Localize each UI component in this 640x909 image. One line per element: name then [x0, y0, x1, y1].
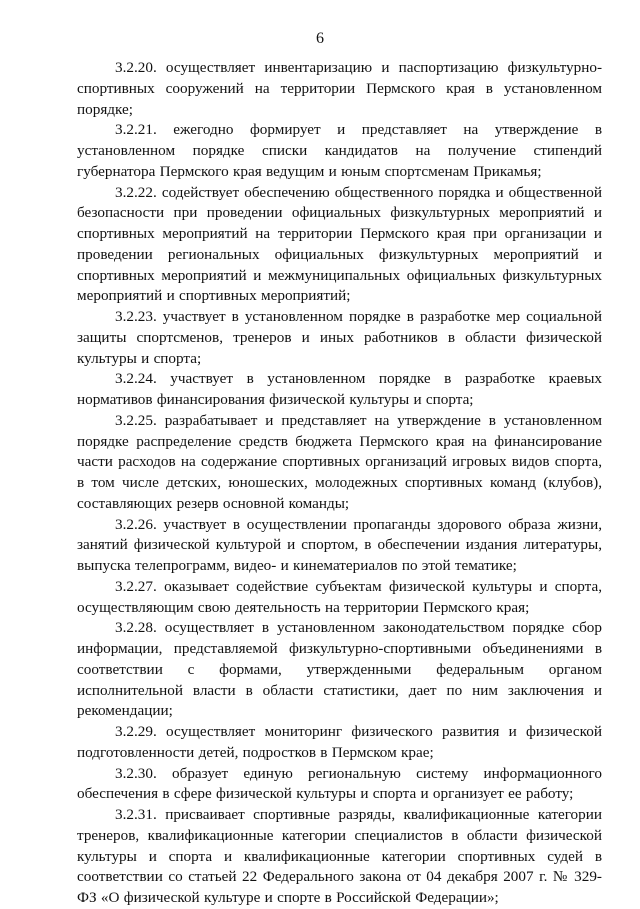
page-number: 6 — [316, 30, 324, 47]
clause-3-2-24: 3.2.24. участвует в установленном порядке в разработке краевых нормативов финансирования физической культуры и спорта; — [77, 370, 602, 408]
clause-3-2-23: 3.2.23. участвует в установленном порядке в разработке мер социальной защиты спортсменов, тренеров и иных работников в области физической культуры и спорта; — [77, 308, 602, 367]
clause-3-2-21: 3.2.21. ежегодно формирует и представляет на утверждение в установленном порядке списки кандидатов на получение стипендий губернатора Пермского края ведущим и юным спортсменам Прикамья; — [77, 121, 602, 180]
clause-3-2-30: 3.2.30. образует единую региональную систему информационного обеспечения в сфере физической культуры и спорта и организует ее работу; — [77, 764, 602, 803]
clause-3-2-27: 3.2.27. оказывает содействие субъектам физической культуры и спорта, осуществляющим свою деятельность на территории Пермского края; — [77, 577, 602, 616]
clause-3-2-31: 3.2.31. присваивает спортивные разряды, квалификационные категории тренеров, квалификационные категории специалистов в области физической культуры и спорта и квалификационные категории спортивных судей в соответствии со статьей 22 Федерального закона от 04 декабря 2007 г. № 329-ФЗ «О физической культуре и спорте в Российской Федерации»; — [77, 806, 602, 906]
clause-3-2-22: 3.2.22. содействует обеспечению общественного порядка и общественной безопасности при проведении официальных физкультурных мероприятий и спортивных мероприятий на территории Пермского края при организации и проведении региональных официальных физкультурных мероприятий и спортивных мероприятий и межмуниципальных официальных физкультурных мероприятий и спортивных мероприятий; — [77, 183, 602, 305]
clause-3-2-28: 3.2.28. осуществляет в установленном законодательством порядке сбор информации, представляемой физкультурно-спортивными объединениями в соответствии с формами, утвержденными федеральным органом исполнительной власти в области статистики, дает по ним заключения и рекомендации; — [77, 619, 602, 720]
clause-3-2-20: 3.2.20. осуществляет инвентаризацию и паспортизацию физкультурно-спортивных сооружений на территории Пермского края в установленном порядке; — [77, 59, 602, 118]
clause-3-2-26: 3.2.26. участвует в осуществлении пропаганды здорового образа жизни, занятий физической культурой и спортом, в обеспечении издания литературы, выпуска телепрограмм, видео- и кинематериалов по этой тематике; — [77, 515, 602, 574]
document-body — [77, 58, 602, 909]
clause-3-2-29: 3.2.29. осуществляет мониторинг физического развития и физической подготовленности детей, подростков в Пермском крае; — [77, 723, 602, 761]
clause-3-2-25: 3.2.25. разрабатывает и представляет на утверждение в установленном порядке распределение средств бюджета Пермского края на финансирование части расходов на содержание спортивных организаций игровых видов спорта, в том числе детских, юношеских, молодежных спортивных команд (клубов), составляющих резерв основной команды; — [77, 411, 602, 512]
